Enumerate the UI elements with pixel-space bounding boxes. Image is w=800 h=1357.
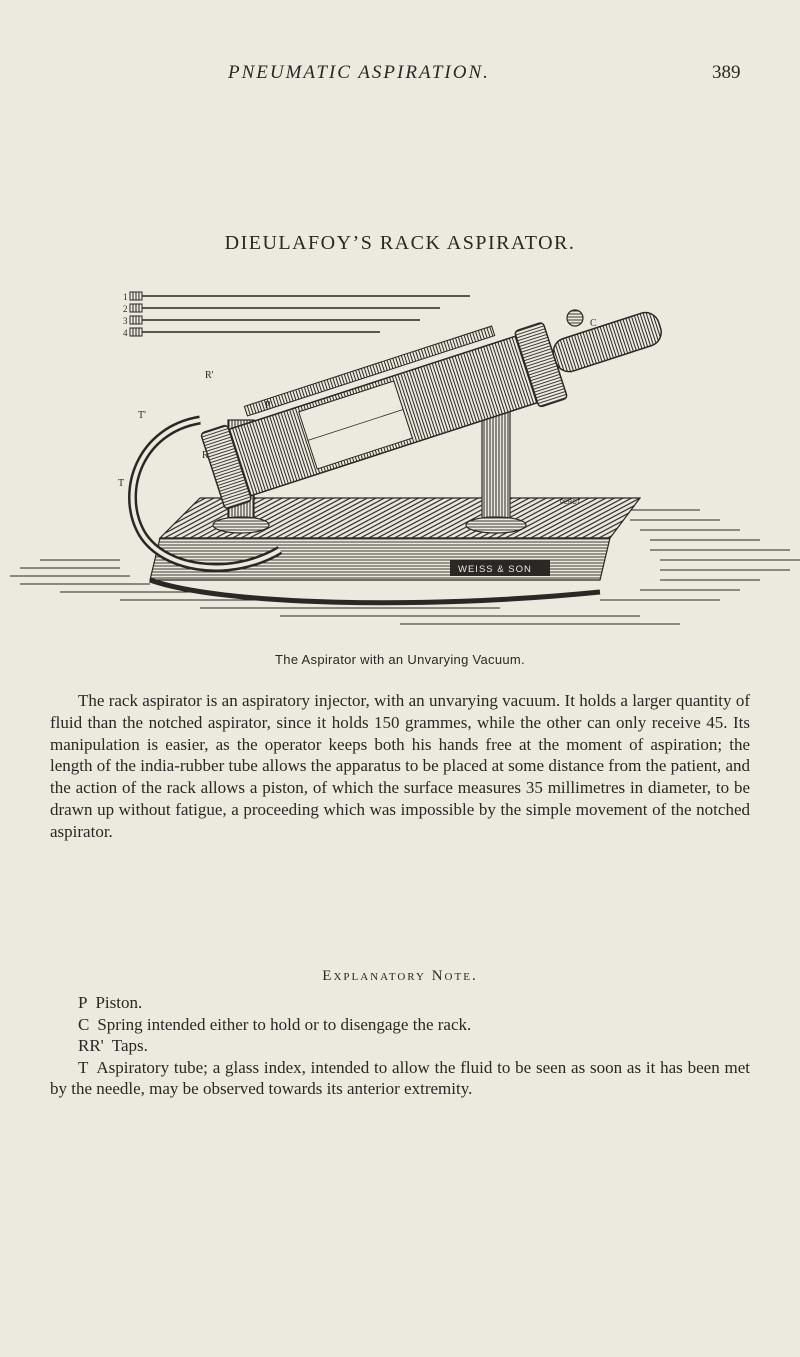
label-tube-lower: T bbox=[118, 478, 125, 489]
needle-4 bbox=[130, 328, 380, 336]
figure-caption: The Aspirator with an Unvarying Vacuum. bbox=[275, 652, 525, 667]
lower-tube bbox=[150, 580, 600, 603]
note-text: Taps. bbox=[111, 1036, 148, 1055]
left-stand-foot bbox=[213, 517, 269, 533]
note-item-tube bbox=[50, 1057, 750, 1100]
maker-stamp: PERDT bbox=[560, 500, 581, 506]
plate-title: DIEULAFOY’S RACK ASPIRATOR. bbox=[224, 232, 576, 254]
running-head bbox=[0, 62, 800, 92]
note-text: Piston. bbox=[95, 993, 143, 1012]
needle-label-4: 4 bbox=[123, 328, 128, 338]
cylinder-assembly bbox=[197, 280, 672, 509]
aspirator-engraving bbox=[0, 280, 800, 640]
note-text: Spring intended either to hold or to disengage the rack. bbox=[97, 1014, 472, 1034]
label-tube-upper: T' bbox=[138, 410, 146, 421]
needle-label-3: 3 bbox=[123, 316, 128, 326]
note-item-spring bbox=[50, 1014, 750, 1036]
needle-set bbox=[130, 292, 470, 336]
page-number: 389 bbox=[712, 62, 741, 83]
engraving-svg bbox=[0, 280, 800, 640]
note-key: P bbox=[78, 993, 88, 1012]
label-piston: P bbox=[265, 400, 271, 411]
maker-mark: WEISS & SON bbox=[458, 564, 532, 575]
note-item-taps bbox=[50, 1035, 750, 1057]
note-heading: Explanatory Note. bbox=[322, 968, 478, 984]
note-key: T bbox=[78, 1057, 89, 1077]
spring-knob bbox=[567, 310, 583, 326]
note-text: Aspiratory tube; a glass index, intended to allow the fluid to be seen as soon as it has been met by the needle, may be observed towards its anterior extremity. bbox=[50, 1057, 750, 1098]
needle-label-1: 1 bbox=[123, 292, 128, 302]
right-stand-foot bbox=[466, 517, 526, 533]
running-title: PNEUMATIC ASPIRATION. bbox=[228, 62, 490, 83]
explanatory-notes bbox=[50, 992, 750, 1100]
note-item-piston bbox=[50, 992, 750, 1014]
needle-1 bbox=[130, 292, 470, 300]
label-tap-upper: R' bbox=[205, 370, 214, 381]
needle-label-2: 2 bbox=[123, 304, 128, 314]
needle-2 bbox=[130, 304, 440, 312]
needle-3 bbox=[130, 316, 420, 324]
label-tap-lower: R bbox=[202, 450, 209, 461]
note-key: C bbox=[78, 1014, 90, 1034]
note-key: RR' bbox=[78, 1036, 104, 1055]
label-spring: C bbox=[590, 318, 597, 329]
body-paragraph: The rack aspirator is an aspiratory injector, with an unvarying vacuum. It holds a larger quantity of fluid than the notched aspirator, since it holds 150 grammes, while the other can only receive 45. Its manipulation is easier, as the operator keeps both his hands free at the moment of aspiration; the length of the india-rubber tube allows the apparatus to be placed at some distance from the patient, and the action of the rack allows a piston, of which the surface measures 35 millimetres in diameter, to be drawn up without fatigue, a proceeding which was impossible by the simple movement of the notched aspirator. bbox=[50, 691, 750, 841]
